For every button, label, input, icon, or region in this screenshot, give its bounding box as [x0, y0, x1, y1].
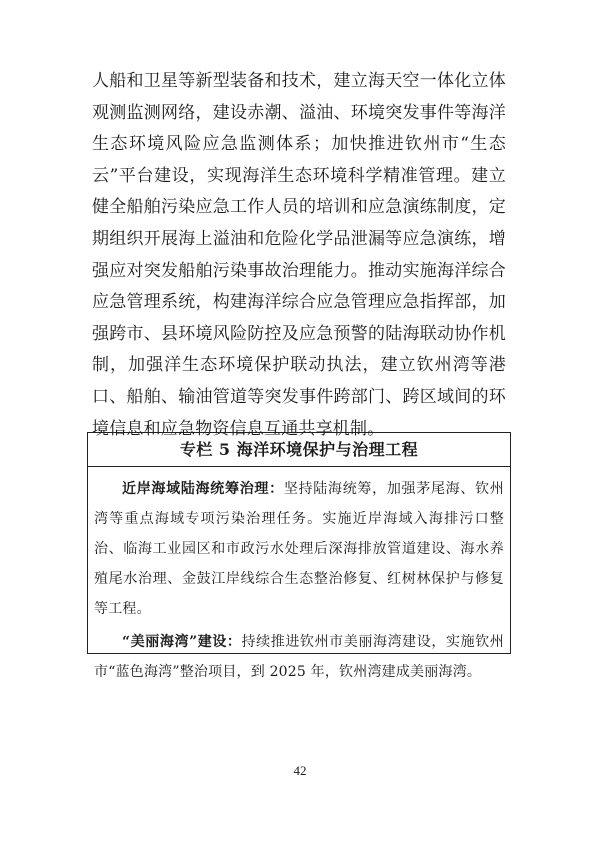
- feature-box-item-lead: 近岸海域陆海统筹治理：: [122, 481, 284, 497]
- feature-box-item-text: 坚持陆海统筹，加强茅尾海、钦州湾等重点海域专项污染治理任务。实施近岸海域入海排污口整治、临海工业园区和市政污水处理后深海排放管道建设、海水养殖尾水治理、金鼓江岸线综合生态整治修复、红树林保护与修复等工程。: [94, 481, 505, 617]
- page-number: 42: [293, 763, 307, 778]
- feature-box-item-lead: “美丽海湾”建设：: [122, 634, 242, 650]
- feature-box-item: [88, 627, 510, 687]
- body-paragraph: 人船和卫星等新型装备和技术，建立海天空一体化立体观测监测网络，建设赤潮、溢油、环境突发事件等海洋生态环境风险应急监测体系；加快推进钦州市“生态云”平台建设，实现海洋生态环境科学精准管理。建立健全船舶污染应急工作人员的培训和应急演练制度，定期组织开展海上溢油和危险化学品泄漏等应急演练，增强应对突发船舶污染事故治理能力。推动实施海洋综合应急管理系统，构建海洋综合应急管理应急指挥部，加强跨市、县环境风险防控及应急预警的陆海联动协作机制，加强洋生态环境保护联动执法，建立钦州湾等港口、船舶、输油管道等突发事件跨部门、跨区域间的环境信息和应急物资信息互通共享机制。: [92, 71, 506, 439]
- feature-box-item-text: 持续推进钦州市美丽海湾建设，实施钦州市“蓝色海湾”整治项目，到 2025 年，钦州湾建成美丽海湾。: [94, 634, 505, 680]
- feature-box-item: [88, 474, 510, 624]
- feature-box-title: 专栏 5 海洋环境保护与治理工程: [88, 433, 510, 467]
- feature-box: [87, 432, 511, 680]
